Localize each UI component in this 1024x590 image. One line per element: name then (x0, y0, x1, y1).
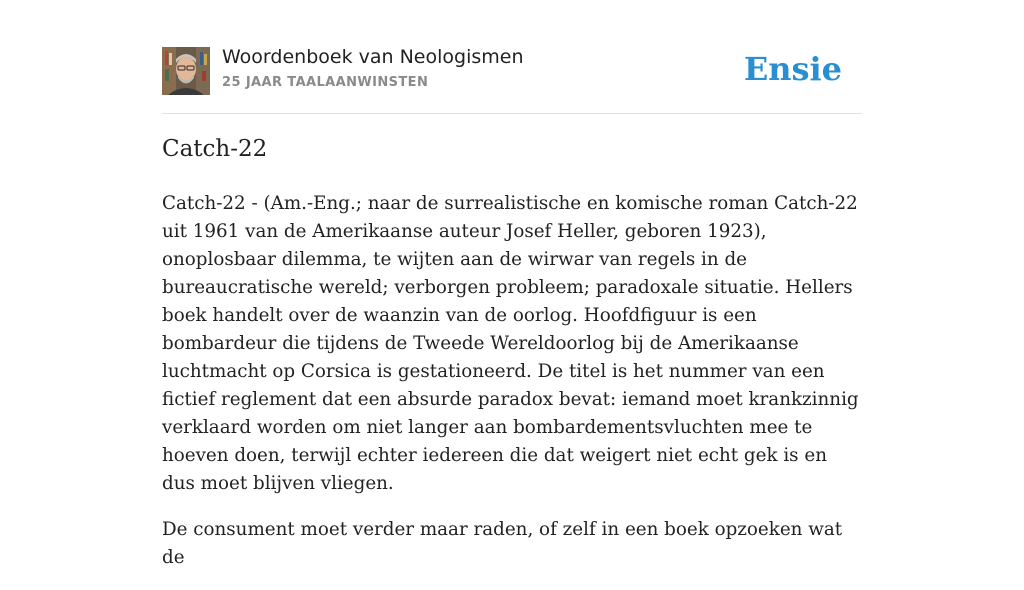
site-title-link[interactable]: Woordenboek van Neologismen (222, 46, 524, 68)
article-paragraph: Catch-22 - (Am.-Eng.; naar de surrealistische en komische roman Catch-22 uit 1961 van de Amerikaanse auteur Josef Heller, geboren 1923), onoplosbaar dilemma, te wijten aan de wirwar van regels in de bureaucratische wereld; verborgen probleem; paradoxale situatie. Hellers boek handelt over de waanzin van de oorlog. Hoofdfiguur is een bombardeur die tijdens de Tweede Wereldoorlog bij de Amerikaanse luchtmacht op Corsica is gestationeerd. De titel is het nummer van een fictief reglement dat een absurde paradox bevat: iemand moet krankzinnig verklaard worden om niet langer aan bombardementsvluchten mee te hoeven doen, terwijl echter iedereen die dat weigert niet echt gek is en dus moet blijven vliegen. (162, 193, 859, 494)
article-body (162, 190, 864, 590)
article-paragraph: De consument moet verder maar raden, of zelf in een boek opzoeken wat de (162, 519, 843, 568)
author-avatar[interactable] (162, 47, 210, 95)
avatar-portrait-icon (162, 47, 210, 95)
article-title: Catch-22 (162, 136, 268, 162)
site-tagline: 25 JAAR TAALAANWINSTEN (222, 75, 429, 90)
site-header (162, 0, 862, 114)
content-container (162, 0, 862, 568)
ensie-logo[interactable]: Ensie (743, 50, 842, 88)
